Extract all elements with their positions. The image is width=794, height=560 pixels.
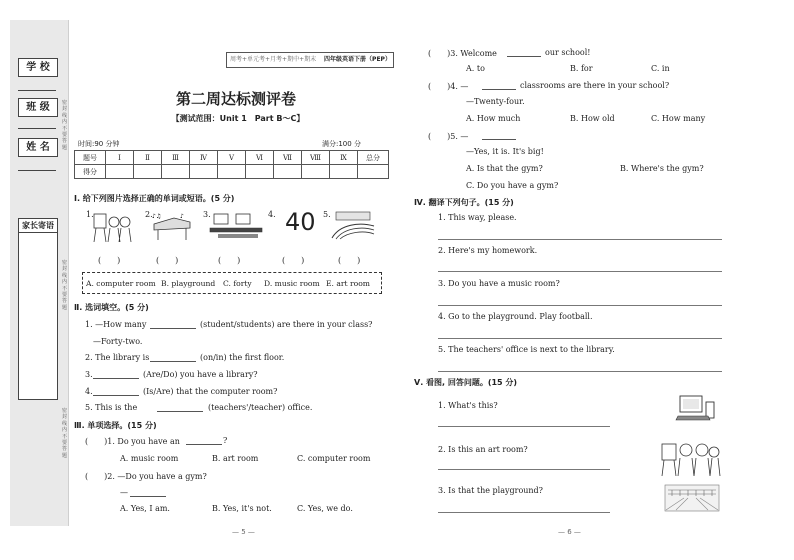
section2-title: Ⅱ. 选词填空。(5 分) bbox=[74, 303, 149, 312]
mc-q1-option-a: A. music room bbox=[120, 454, 179, 463]
fill-q1-start: 1. —How many bbox=[85, 320, 147, 329]
translate-q1: 1. This way, please. bbox=[438, 213, 517, 222]
mc-q1-end: ? bbox=[223, 436, 228, 445]
score-cell[interactable] bbox=[274, 165, 302, 179]
mc-q4: ( )4. — bbox=[428, 82, 469, 91]
seal-note-middle: 密封线内不要答题 bbox=[62, 260, 68, 311]
book-label: 四年级英语下册（PEP） bbox=[324, 56, 391, 63]
answer-paren-2[interactable]: ( ) bbox=[156, 256, 179, 265]
seal-note-top: 密封线内不要答题 bbox=[62, 100, 68, 151]
picture-q2: 2. Is this an art room? bbox=[438, 445, 528, 454]
fill-q5-start: 5. This is the bbox=[85, 403, 138, 412]
mc-q3-blank[interactable] bbox=[507, 56, 541, 57]
mc-q4-option-c: C. How many bbox=[651, 114, 706, 123]
answer-paren-4[interactable]: ( ) bbox=[282, 256, 305, 265]
parent-message-box bbox=[18, 218, 58, 400]
mc-q2-dash: — bbox=[120, 488, 128, 497]
mc-q2: ( )2. —Do you have a gym? bbox=[85, 472, 207, 481]
section4-title: Ⅳ. 翻译下列句子。(15 分) bbox=[414, 198, 514, 207]
score-cell[interactable] bbox=[162, 165, 190, 179]
time-label: 时间:90 分钟 bbox=[78, 140, 120, 148]
class-line bbox=[18, 128, 56, 129]
seal-note-bottom: 密封线内不要答题 bbox=[62, 408, 68, 459]
school-label: 学 校 bbox=[18, 58, 58, 77]
col-1: Ⅰ bbox=[106, 151, 134, 165]
translate-answer-line-4[interactable] bbox=[438, 338, 722, 339]
test-scope: 【测试范围：Unit 1 Part B～C】 bbox=[171, 114, 305, 123]
score-table-header-row bbox=[75, 151, 389, 165]
binding-strip bbox=[10, 20, 69, 526]
score-cell[interactable] bbox=[246, 165, 274, 179]
mc-q2-option-a: A. Yes, I am. bbox=[120, 504, 170, 513]
fill-q3-end: (Are/Do) you have a library? bbox=[143, 370, 258, 379]
fill-blank-5[interactable] bbox=[157, 411, 203, 412]
fill-q5-end: (teachers'/teacher) office. bbox=[208, 403, 313, 412]
score-cell[interactable] bbox=[134, 165, 162, 179]
picture-q3: 3. Is that the playground? bbox=[438, 486, 543, 495]
col-3: Ⅲ bbox=[162, 151, 190, 165]
page-title: 第二周达标测评卷 bbox=[175, 90, 296, 108]
fill-q4-end: (Is/Are) that the computer room? bbox=[143, 387, 278, 396]
mc-q2-option-b: B. Yes, it's not. bbox=[212, 504, 272, 513]
translate-answer-line-3[interactable] bbox=[438, 305, 722, 306]
series-label: 周考+单元考+月考+期中+期末 bbox=[230, 56, 317, 63]
col-4: Ⅳ bbox=[190, 151, 218, 165]
fill-q3-start: 3. bbox=[85, 370, 93, 379]
answer-paren-1[interactable]: ( ) bbox=[98, 256, 121, 265]
pic-number-4: 4. bbox=[268, 210, 276, 219]
option-c: C. forty bbox=[223, 279, 252, 288]
art-room-image bbox=[92, 208, 134, 244]
translate-answer-line-1[interactable] bbox=[438, 239, 722, 240]
mc-q1-blank[interactable] bbox=[186, 444, 222, 445]
mc-q5: ( )5. — bbox=[428, 132, 469, 141]
score-table bbox=[74, 150, 389, 179]
score-cell[interactable] bbox=[330, 165, 358, 179]
computer-image bbox=[674, 394, 720, 424]
mc-q3-option-b: B. for bbox=[570, 64, 593, 73]
translate-answer-line-2[interactable] bbox=[438, 271, 722, 272]
svg-text:♪: ♪ bbox=[180, 213, 184, 220]
section5-title: Ⅴ. 看图, 回答问题。(15 分) bbox=[414, 378, 518, 387]
fill-blank-4[interactable] bbox=[93, 395, 139, 396]
mc-q3-option-a: A. to bbox=[466, 64, 485, 73]
row-label-score: 得分 bbox=[75, 165, 106, 179]
options-box bbox=[82, 272, 382, 294]
translate-q4: 4. Go to the playground. Play football. bbox=[438, 312, 593, 321]
page-number-right: — 6 — bbox=[558, 528, 581, 536]
pic-number-5: 5. bbox=[323, 210, 331, 219]
name-label: 姓 名 bbox=[18, 138, 58, 157]
col-2: Ⅱ bbox=[134, 151, 162, 165]
picture-answer-line-1[interactable] bbox=[438, 426, 610, 427]
pic-number-3: 3. bbox=[203, 210, 211, 219]
pic-number-1: 1. bbox=[86, 210, 94, 219]
mc-q4-option-a: A. How much bbox=[466, 114, 521, 123]
mc-q5-option-c: C. Do you have a gym? bbox=[466, 181, 559, 190]
col-7: Ⅶ bbox=[274, 151, 302, 165]
mc-q1-option-c: C. computer room bbox=[297, 454, 371, 463]
translate-q3: 3. Do you have a music room? bbox=[438, 279, 560, 288]
svg-text:♪♫: ♪♫ bbox=[152, 213, 162, 220]
fill-q1-end: (student/students) are there in your class? bbox=[200, 320, 373, 329]
mc-q1-option-b: B. art room bbox=[212, 454, 259, 463]
music-room-image bbox=[150, 210, 194, 242]
answer-paren-3[interactable]: ( ) bbox=[218, 256, 241, 265]
translate-q2: 2. Here's my homework. bbox=[438, 246, 538, 255]
picture-q1: 1. What's this? bbox=[438, 401, 498, 410]
row-label-number: 题号 bbox=[75, 151, 106, 165]
mc-q2-option-c: C. Yes, we do. bbox=[297, 504, 353, 513]
parent-message-label: 家长寄语 bbox=[19, 219, 57, 233]
option-e: E. art room bbox=[326, 279, 370, 288]
pic-number-2: 2. bbox=[145, 210, 153, 219]
answer-paren-5[interactable]: ( ) bbox=[338, 256, 361, 265]
score-cell[interactable] bbox=[106, 165, 134, 179]
mc-q4-end: classrooms are there in your school? bbox=[520, 81, 670, 90]
mc-q5-blank[interactable] bbox=[482, 139, 516, 140]
playground-image bbox=[330, 210, 376, 240]
fill-q2-start: 2. The library is bbox=[85, 353, 150, 362]
mc-q5-reply: —Yes, it is. It's big! bbox=[466, 147, 544, 156]
section3-title: Ⅲ. 单项选择。(15 分) bbox=[74, 421, 157, 430]
translate-answer-line-5[interactable] bbox=[438, 371, 722, 372]
fill-q4-start: 4. bbox=[85, 387, 93, 396]
name-line bbox=[18, 170, 56, 171]
page-number-left: — 5 — bbox=[232, 528, 255, 536]
computer-room-image bbox=[208, 212, 264, 240]
school-line bbox=[18, 90, 56, 91]
score-table-score-row bbox=[75, 165, 389, 179]
option-d: D. music room bbox=[264, 279, 320, 288]
picture-answer-line-2[interactable] bbox=[438, 469, 610, 470]
score-cell[interactable] bbox=[218, 165, 246, 179]
col-5: Ⅴ bbox=[218, 151, 246, 165]
playground-picture bbox=[664, 484, 720, 512]
col-6: Ⅵ bbox=[246, 151, 274, 165]
fill-blank-1[interactable] bbox=[150, 328, 196, 329]
mc-q3-option-c: C. in bbox=[651, 64, 670, 73]
picture-answer-line-3[interactable] bbox=[438, 512, 610, 513]
fill-blank-2[interactable] bbox=[150, 361, 196, 362]
mc-q2-blank[interactable] bbox=[130, 496, 166, 497]
option-b: B. playground bbox=[161, 279, 216, 288]
mc-q5-option-b: B. Where's the gym? bbox=[620, 164, 704, 173]
mc-q1: ( )1. Do you have an bbox=[85, 437, 180, 446]
class-label: 班 级 bbox=[18, 98, 58, 117]
option-a: A. computer room bbox=[86, 279, 156, 288]
full-score-label: 满分:100 分 bbox=[322, 140, 361, 148]
mc-q4-reply: —Twenty-four. bbox=[466, 97, 525, 106]
mc-q3: ( )3. Welcome bbox=[428, 49, 497, 58]
col-total: 总分 bbox=[358, 151, 389, 165]
mc-q5-option-a: A. Is that the gym? bbox=[466, 164, 543, 173]
fill-q1-reply: —Forty-two. bbox=[93, 337, 143, 346]
mc-q4-blank[interactable] bbox=[482, 89, 516, 90]
col-9: Ⅸ bbox=[330, 151, 358, 165]
fill-blank-3[interactable] bbox=[93, 378, 139, 379]
score-cell[interactable] bbox=[302, 165, 330, 179]
score-cell[interactable] bbox=[190, 165, 218, 179]
mc-q3-end: our school! bbox=[545, 48, 591, 57]
mc-q4-option-b: B. How old bbox=[570, 114, 615, 123]
art-room-picture bbox=[660, 438, 722, 478]
section1-title: Ⅰ. 给下列图片选择正确的单词或短语。(5 分) bbox=[74, 194, 235, 203]
fill-q2-end: (on/in) the first floor. bbox=[200, 353, 285, 362]
score-cell[interactable] bbox=[358, 165, 389, 179]
header-banner bbox=[226, 52, 394, 68]
number-forty: 40 bbox=[285, 208, 316, 236]
col-8: Ⅷ bbox=[302, 151, 330, 165]
translate-q5: 5. The teachers' office is next to the library. bbox=[438, 345, 615, 354]
